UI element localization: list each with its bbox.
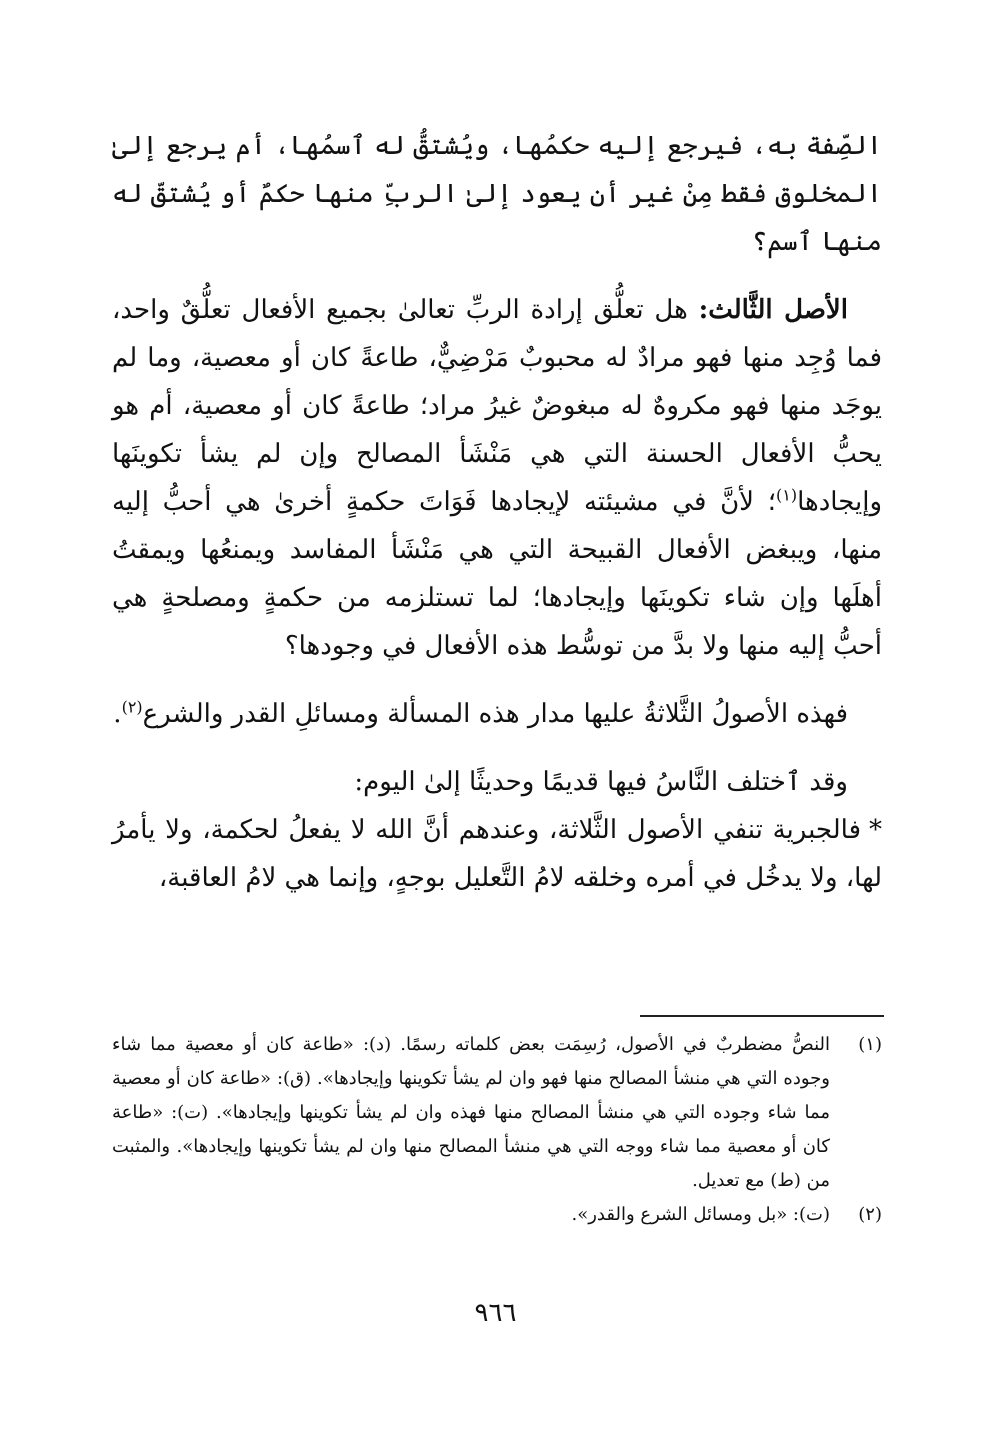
paragraph-2-text-part-2: ؛ لأنَّ في مشيئته لإيجادها فَوَاتَ حكمةٍ أخرىٰ هي أحبُّ إليه منها، ويبغض الأفعال القبيحة التي هي مَنْشَأ المفاسد ويمنعُها ويمقتُ أهلَها وإن شاء تكوينَها وإيجادها؛ لما تستلزمه من حكمةٍ ومصلحةٍ هي أحبُّ إليه منها ولا بدَّ من توسُّط هذه الأفعال في وجودها؟ bbox=[112, 487, 882, 661]
paragraph-5-text: فالجبرية تنفي الأصول الثَّلاثة، وعندهم أنَّ الله لا يفعلُ لحكمة، ولا يأمرُ لها، ولا يدخُل في أمره وخلقه لامُ التَّعليل بوجهٍ، وإنما هي لامُ العاقبة، bbox=[112, 815, 882, 893]
paragraph-3-text-part-1: فهذه الأصولُ الثَّلاثةُ عليها مدار هذه المسألة ومسائلِ القدر والشرع bbox=[142, 699, 848, 729]
paragraph-3-text-part-2: . bbox=[113, 699, 122, 729]
footnote-separator bbox=[640, 1015, 884, 1017]
paragraph-2-text-part-1: هل تعلُّق إرادة الربِّ تعالىٰ بجميع الأفعال تعلُّقٌ واحد، فما وُجِد منها فهو مرادٌ له محبوبٌ مَرْضِيٌّ، طاعةً كان أو معصية، وما لم يوجَد منها فهو مكروهٌ له مبغوضٌ غيرُ مراد؛ طاعةً كان أو معصية، أم هو يحبُّ الأفعال الحسنة التي هي مَنْشَأ المصالح وإن لم يشأ تكوينَها وإيجادها bbox=[112, 295, 882, 517]
asterisk-bullet: * bbox=[869, 815, 882, 845]
footnote-1-text: النصُّ مضطربٌ في الأصول، رُسِمَت بعض كلماته رسمًا. (د): «طاعة كان أو معصية مما شاء وجوده التي هي منشأ المصالح منها فهو وان لم يشأ تكوينها وإيجادها». (ق): «طاعة كان أو معصية مما شاء وجوده التي هي منشأ المصالح منها فهذه وان لم يشأ تكوينها وإيجادها». (ت): «طاعة كان أو معصية مما شاء ووجه التي هي منشأ المصالح منها وان لم يشأ تكوينها وإيجادها». والمثبت من (ط) مع تعديل. bbox=[112, 1034, 830, 1191]
paragraph-1 bbox=[112, 122, 882, 266]
footnote-1 bbox=[112, 1028, 882, 1198]
paragraph-1-text: الصِّفة به، فيرجع إليه حكمُها، ويُشتقُّ له ٱسمُها، أم يرجع إلىٰ المخلوق فقط مِنْ غير أن يعود إلىٰ الربِّ منها حكمٌ أو يُشتقّ له منها ٱسم؟ bbox=[112, 131, 882, 257]
footnote-2-text: (ت): «بل ومسائل الشرع والقدر». bbox=[571, 1204, 830, 1225]
paragraph-3 bbox=[112, 690, 882, 738]
footnote-2 bbox=[112, 1198, 882, 1232]
footnote-1-number: (١) bbox=[858, 1034, 882, 1055]
footnote-2-number: (٢) bbox=[858, 1204, 882, 1225]
main-text bbox=[112, 122, 882, 902]
paragraph-4 bbox=[112, 758, 882, 806]
footnote-ref-1[interactable]: (١) bbox=[775, 485, 798, 505]
paragraph-4-text: وقد ٱختلف النَّاسُ فيها قديمًا وحديثًا إلىٰ اليوم: bbox=[354, 767, 848, 797]
page-number: ٩٦٦ bbox=[474, 1298, 517, 1328]
third-principle-heading: الأصل الثَّالث: bbox=[698, 295, 848, 325]
paragraph-5 bbox=[112, 806, 882, 902]
footnote-ref-2[interactable]: (٢) bbox=[121, 697, 143, 717]
footnotes bbox=[112, 1028, 882, 1232]
paragraph-third-principle bbox=[112, 286, 882, 670]
